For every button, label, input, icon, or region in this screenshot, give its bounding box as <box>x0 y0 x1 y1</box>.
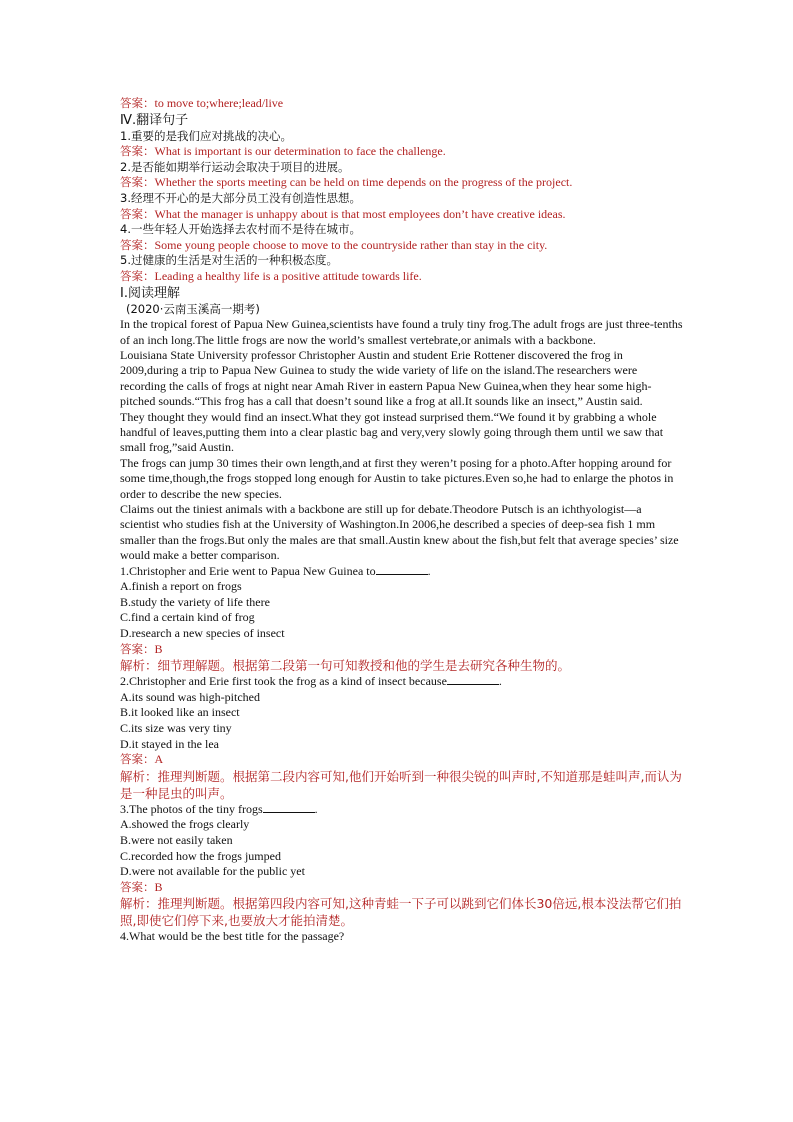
passage-paragraph: The frogs can jump 30 times their own length,and at first they weren’t posing for a photo.After hopping around for some time,though,the frogs stopped long enough for Austin to take pictures.Even so,he had to enlarge the photos in order to describe the new species. <box>120 455 674 501</box>
question-stem: 2.Christopher and Erie first took the frog as a kind of insect because . <box>120 674 502 689</box>
translation-answer: 答案：What is important is our determination to face the challenge. <box>120 144 446 159</box>
reading-section-title: Ⅰ.阅读理解 <box>120 285 180 301</box>
translation-answer: 答案：What the manager is unhappy about is that most employees don’t have creative ideas. <box>120 206 566 221</box>
option: D.were not available for the public yet <box>120 864 305 879</box>
translation-question: 5.过健康的生活是对生活的一种积极态度。 <box>120 253 338 268</box>
question-answer: 答案：A <box>120 752 164 767</box>
option: A.finish a report on frogs <box>120 579 242 594</box>
passage-paragraph: In the tropical forest of Papua New Guinea,scientists have found a truly tiny frog.The adult frogs are just three-tenths of an inch long.The little frogs are now the world’s smallest vertebrate,or animals with a backbone. <box>120 317 683 347</box>
question-4 <box>120 929 683 945</box>
translation-answer: 答案：Some young people choose to move to the countryside rather than stay in the city. <box>120 237 548 252</box>
question-stem: 3.The photos of the tiny frogs . <box>120 801 318 816</box>
answer-blank <box>376 564 428 575</box>
translation-question: 4.一些年轻人开始选择去农村而不是待在城市。 <box>120 222 361 237</box>
translation-list <box>120 129 683 285</box>
option: A.showed the frogs clearly <box>120 817 250 832</box>
answer-blank <box>263 802 315 813</box>
question-stem: 4.What would be the best title for the passage? <box>120 929 345 944</box>
reading-source: (2020·云南玉溪高一期考) <box>126 301 260 316</box>
option: C.its size was very tiny <box>120 720 232 735</box>
translation-answer: 答案：Whether the sports meeting can be held on time depends on the progress of the project. <box>120 175 573 190</box>
reading-passage <box>120 317 683 564</box>
question-answer: 答案：B <box>120 641 163 656</box>
question-explanation: 解析：细节理解题。根据第二段第一句可知教授和他的学生是去研究各种生物的。 <box>120 658 571 674</box>
translation-question: 3.经理不开心的是大部分员工没有创造性思想。 <box>120 190 361 205</box>
question-explanation: 解析：推理判断题。根据第二段内容可知,他们开始听到一种很尖锐的叫声时,不知道那是蛙叫声,而认为是一种昆虫的叫声。 <box>120 768 682 801</box>
translation-question: 1.重要的是我们应对挑战的决心。 <box>120 128 292 143</box>
option: B.study the variety of life there <box>120 594 270 609</box>
question-2 <box>120 674 683 802</box>
passage-paragraph: They thought they would find an insect.What they got instead surprised them.“We found it by grabbing a whole handful of leaves,putting them into a clear plastic bag and very,very slowly going through them until we saw that small frog,”said Austin. <box>120 409 664 455</box>
option: D.it stayed in the lea <box>120 736 219 751</box>
option: B.it looked like an insect <box>120 705 240 720</box>
translate-section-title: Ⅳ.翻译句子 <box>120 112 189 128</box>
translation-question: 2.是否能如期举行运动会取决于项目的进展。 <box>120 159 350 174</box>
question-3 <box>120 802 683 930</box>
option: C.recorded how the frogs jumped <box>120 848 281 863</box>
passage-paragraph: Claims out the tiniest animals with a backbone are still up for debate.Theodore Putsch is an ichthyologist—a scientist who studies fish at the University of Washington.In 2006,he described a species of deep-sea fish 1 mm smaller than the frogs.But only the males are that small.Austin knew about the fish,but felt that average species’ size would make a better comparison. <box>120 502 679 563</box>
option: D.research a new species of insect <box>120 626 285 640</box>
question-answer: 答案：B <box>120 879 163 894</box>
question-stem: 1.Christopher and Erie went to Papua New Guinea to . <box>120 563 431 578</box>
option: A.its sound was high-pitched <box>120 689 260 704</box>
option: B.were not easily taken <box>120 832 233 847</box>
vocab-answer: 答案：to move to;where;lead/live <box>120 96 284 110</box>
passage-paragraph: Louisiana State University professor Christopher Austin and student Erie Rottener discovered the frog in 2009,during a trip to Papua New Guinea to study the wide variety of life on the island.The researchers were recording the calls of frogs at night near Amah River in eastern Papua New Guinea,when they hear some high-pitched sounds.“This frog has a call that doesn’t sound like a frog at all.It sounds like an insect,” Austin said. <box>120 347 652 409</box>
answer-blank <box>447 674 499 685</box>
option: C.find a certain kind of frog <box>120 610 255 625</box>
translation-answer: 答案：Leading a healthy life is a positive attitude towards life. <box>120 268 422 283</box>
question-1 <box>120 564 683 675</box>
question-explanation: 解析：推理判断题。根据第四段内容可知,这种青蛙一下子可以跳到它们体长30倍远,根本没法帮它们拍照,即使它们停下来,也要放大才能拍清楚。 <box>120 896 682 929</box>
